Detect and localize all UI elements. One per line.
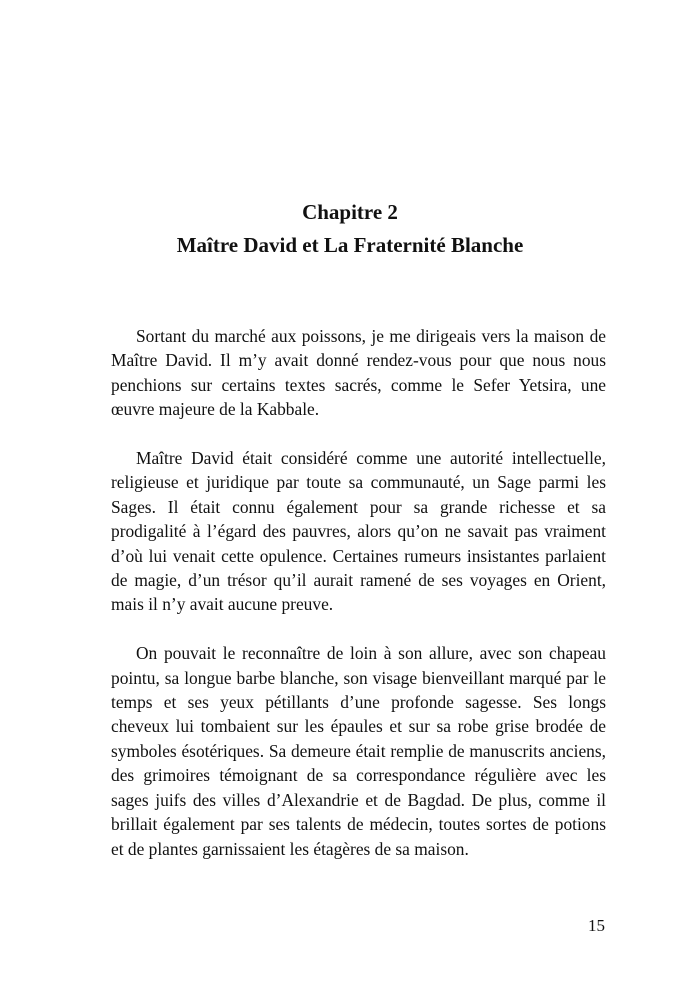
paragraph: Maître David était considéré comme une autorité intellectuelle, religieuse et juridique par toute sa communauté, un Sage parmi les Sages. Il était connu également pour sa grande richesse et sa prodigalité à l’égard des pauvres, alors qu’on ne savait pas vraiment d’où lui venait cette opulence. Certaines rumeurs insistantes parlaient de magie, d’un trésor qu’il aurait ramené de ses voyages en Orient, mais il n’y avait aucune preuve. — [111, 448, 606, 615]
chapter-heading — [0, 196, 700, 262]
paragraph: Sortant du marché aux poissons, je me dirigeais vers la maison de Maître David. Il m’y avait donné rendez-vous pour que nous nous penchions sur certains textes sacrés, comme le Sefer Yetsira, une œuvre majeure de la Kabbale. — [111, 326, 606, 420]
chapter-title: Maître David et La Fraternité Blanche — [176, 233, 524, 257]
paragraph: On pouvait le reconnaître de loin à son allure, avec son chapeau pointu, sa longue barbe blanche, son visage bienveillant marqué par le temps et ses yeux pétillants d’une profonde sagesse. Ses longs cheveux lui tombaient sur les épaules et sur sa robe grise brodée de symboles ésotériques. Sa demeure était remplie de manuscrits anciens, des grimoires témoignant de sa correspondance régulière avec les sages juifs des villes d’Alexandrie et de Bagdad. De plus, comme il brillait également par ses talents de médecin, toutes sortes de potions et de plantes garnissaient les étagères de sa maison. — [111, 643, 606, 859]
body-text — [111, 324, 606, 885]
page-number: 15 — [588, 916, 605, 935]
chapter-number: Chapitre 2 — [302, 200, 398, 224]
